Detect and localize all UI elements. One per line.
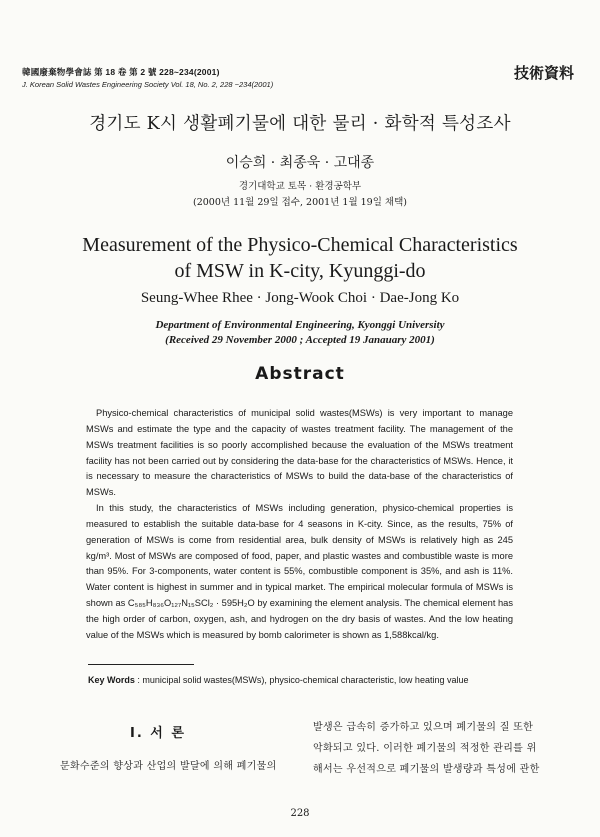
korean-authors: 이승희 · 최종욱 · 고대종 <box>225 155 375 171</box>
korean-dates: (2000년 11월 29일 접수, 2001년 1월 19일 채택) <box>192 197 407 208</box>
keywords-text: : municipal solid wastes(MSWs), physico-chemical characteristic, low heating value <box>134 675 469 685</box>
abstract-paragraph-1: Physico-chemical characteristics of municipal solid wastes(MSWs) is very important to manage MSWs and estimate the type and the capacity of wastes treatment facility. The management of the MSWs treatment facilities is so poorly accomplished because the evaluation of the MSWs treatment facility has not been carried out by considering the data-base for the characteristics of MSWs. Hence, it is necessary to measure the characteristics of MSWs to build the data-base of the characteristics of MSWs. <box>86 408 513 498</box>
korean-title: 경기도 K시 생활폐기물에 대한 물리 · 화학적 특성조사 <box>89 114 511 134</box>
intro-right-line-3: 해서는 우선적으로 폐기물의 발생량과 특성에 관한 <box>313 764 540 775</box>
english-title-line1: Measurement of the Physico-Chemical Characteristics <box>82 234 518 256</box>
intro-left-column-line: 문화수준의 향상과 산업의 발달에 의해 폐기물의 <box>60 761 277 772</box>
keywords-divider <box>88 664 194 665</box>
abstract-paragraph-2: In this study, the characteristics of MSWs including generation, physico-chemical properties is measured to establish the suitable data-base for 4 seasons in K-city. Since, as the results, 75% of generation of MSWs is come from residential area, bulk density of MSWs is relatively high as 245 kg/m³. Most of MSWs are composed of food, paper, and plastic wastes and combustible waste is more than 95%. For 3-components, water content is 55%, combustible component is 35%, and ash is 11%. Water content is highest in summer and in typical market. The empirical molecular formula of MSWs is shown as C₅₈₅H₈₃₆O₁₂₇N₁₅SCl₂ · 595H₂O by examining the element analysis. The chemical element has the high order of carbon, oxygen, ash, and hydrogen on the dry basis of wastes. And the low heating value of the MSWs which is measured by bomb calorimeter is shown as 1,588kcal/kg. <box>86 503 513 640</box>
journal-citation-korean: 韓國廢棄物學會誌 第 18 卷 第 2 號 228~234(2001) <box>22 67 220 77</box>
abstract-body <box>86 406 513 644</box>
english-dates: (Received 29 November 2000 ; Accepted 19 Janauary 2001) <box>165 334 435 346</box>
article-type-badge: 技術資料 <box>513 64 574 82</box>
intro-right-column <box>313 717 583 780</box>
korean-affiliation: 경기대학교 토목 · 환경공학부 <box>238 181 362 192</box>
intro-right-line-2: 악화되고 있다. 이러한 폐기물의 적정한 관리를 위 <box>313 743 537 754</box>
page-number: 228 <box>290 808 310 819</box>
english-title-line2: of MSW in K-city, Kyunggi-do <box>174 260 426 282</box>
english-title <box>0 232 600 284</box>
keywords-line <box>88 675 468 685</box>
english-affiliation-block <box>0 318 600 348</box>
english-affiliation: Department of Environmental Engineering, Kyonggi University <box>155 319 445 331</box>
abstract-heading: Abstract <box>255 364 345 384</box>
journal-citation-english: J. Korean Solid Wastes Engineering Society Vol. 18, No. 2, 228 ~234(2001) <box>22 80 274 89</box>
keywords-label: Key Words <box>88 675 135 685</box>
english-authors: Seung-Whee Rhee · Jong-Wook Choi · Dae-Jong Ko <box>140 290 460 306</box>
intro-right-line-1: 발생은 급속히 증가하고 있으며 폐기물의 질 또한 <box>313 722 534 733</box>
section-heading-introduction: Ⅰ. 서 론 <box>130 726 186 741</box>
